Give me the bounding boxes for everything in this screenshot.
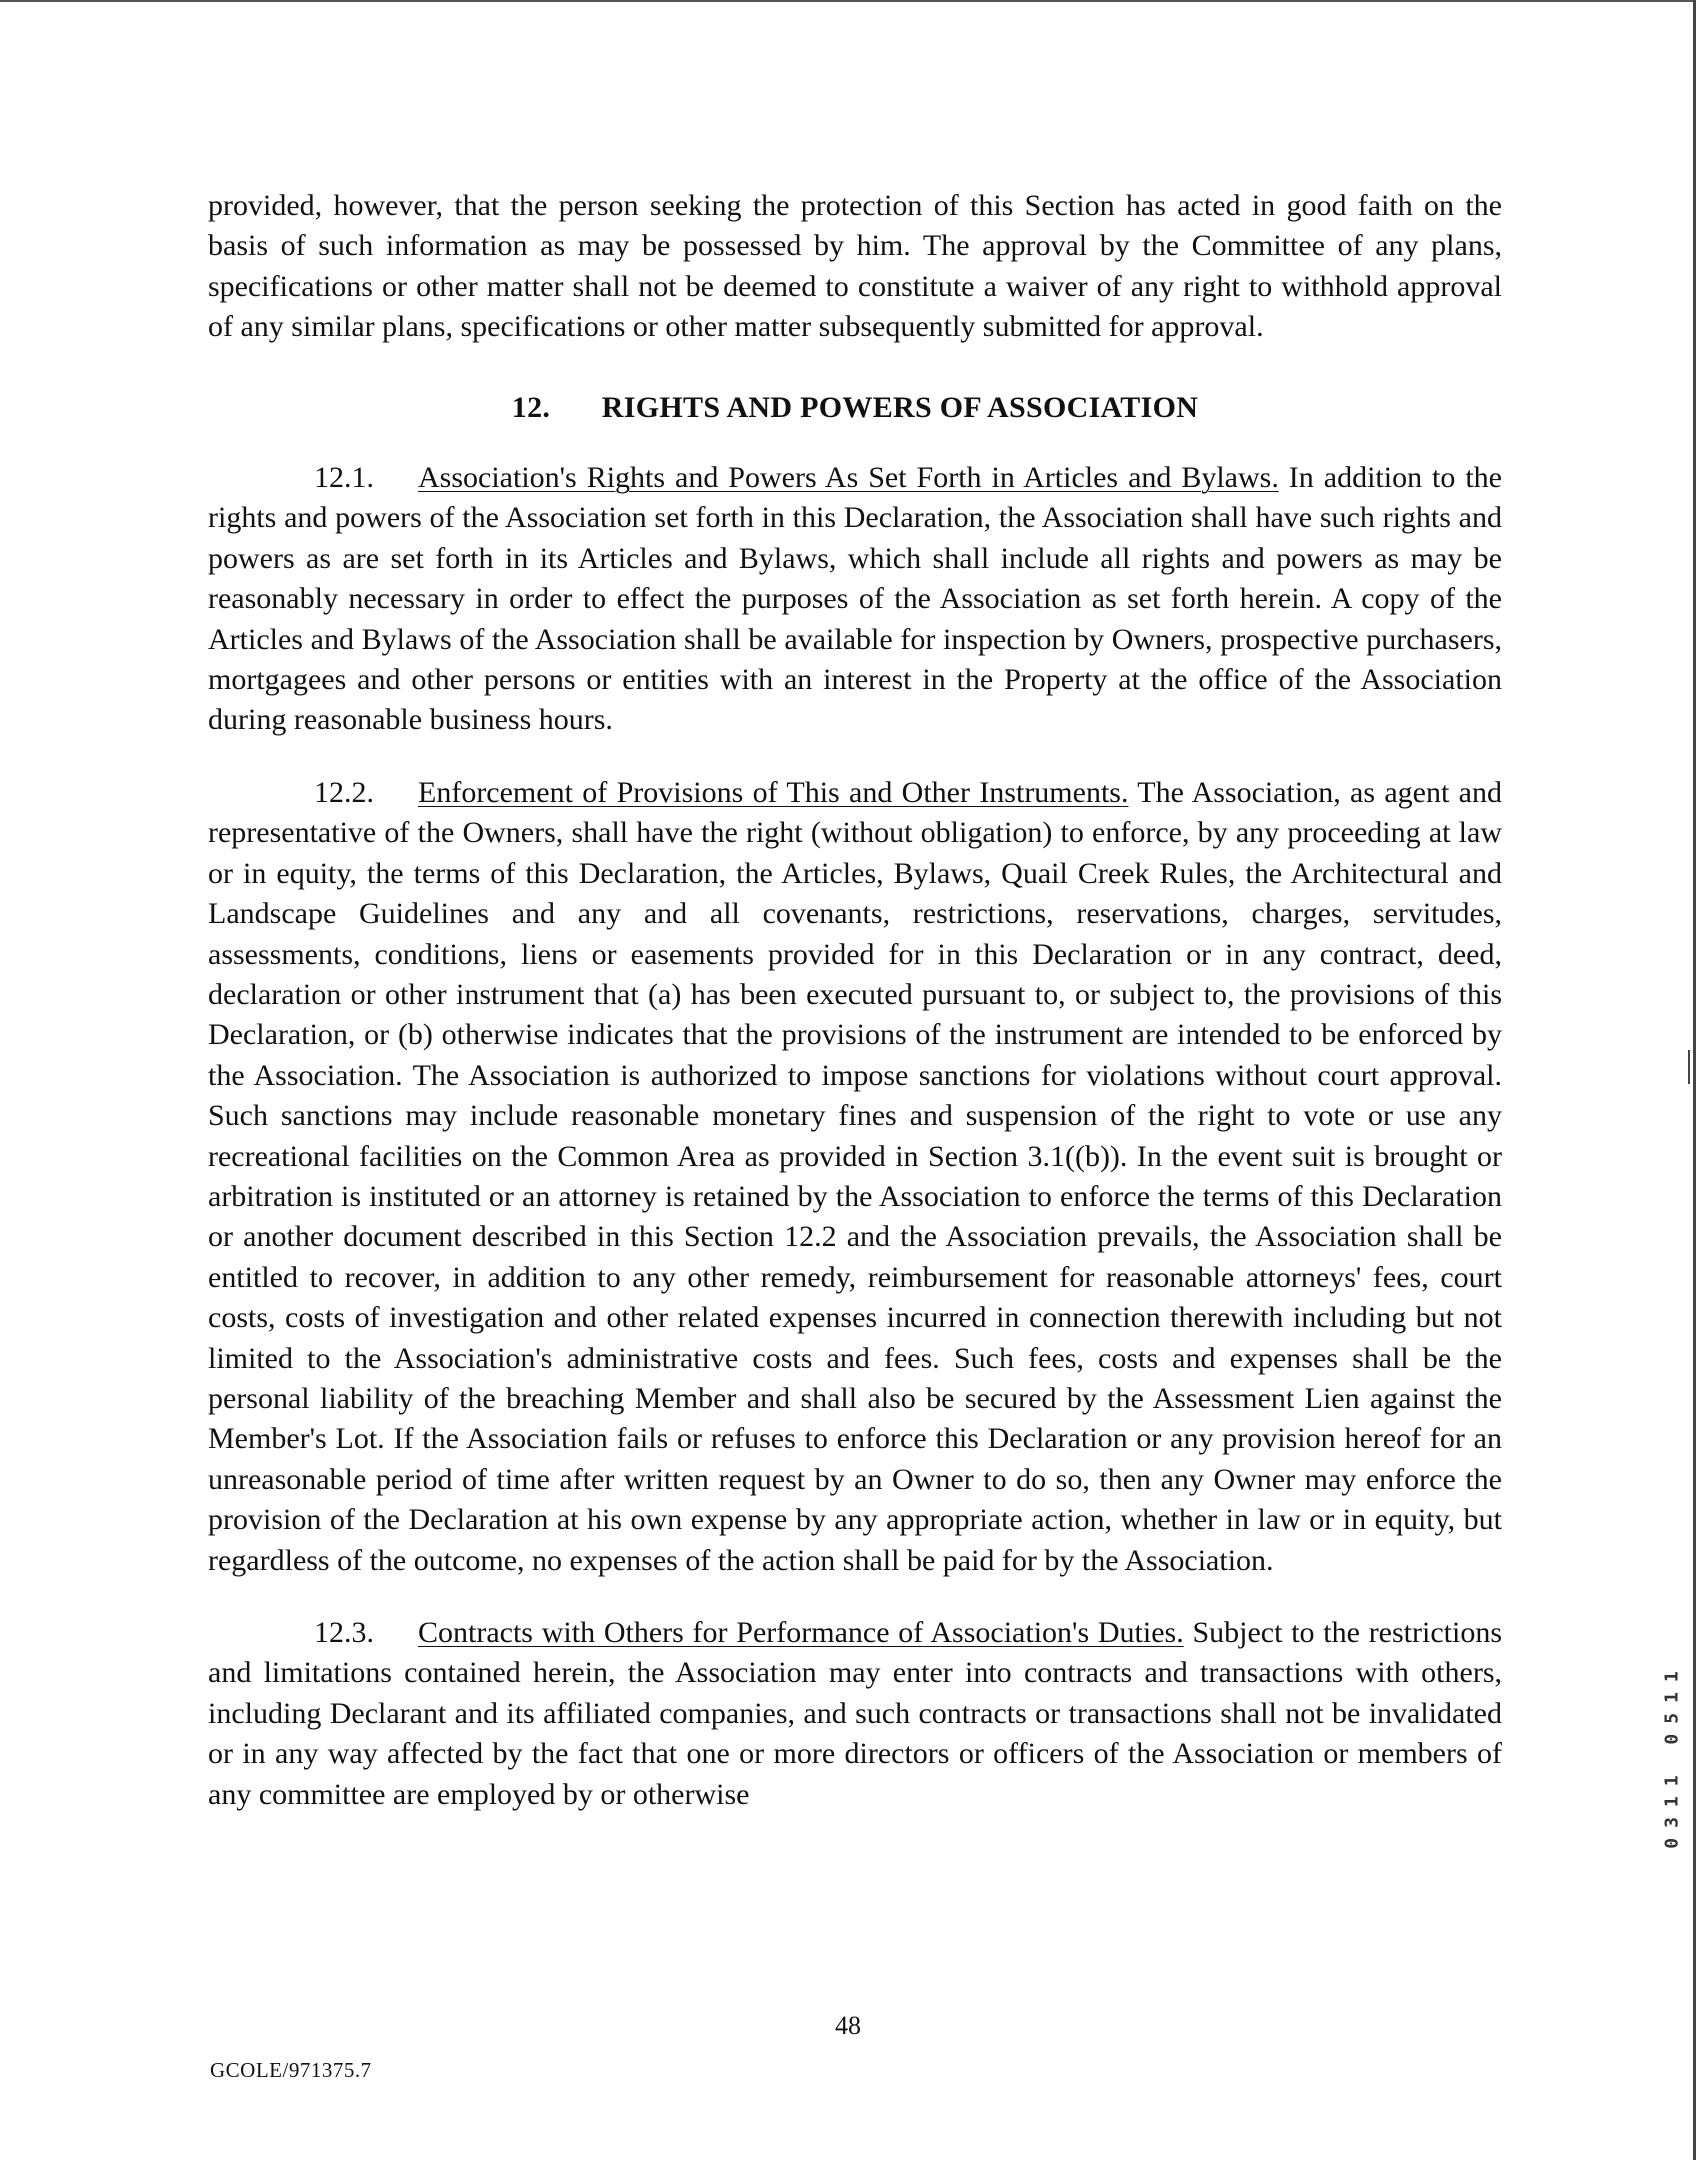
intro-paragraph: provided, however, that the person seeking the protection of this Section has acted in good faith on the basis of such information as may be possessed by him. The approval by the Committee of any plans, specifications or other matter shall not be deemed to constitute a waiver of any right to withhold approval of any similar plans, specifications or other matter subsequently submitted for approval. bbox=[208, 189, 1502, 344]
section-title: Enforcement of Provisions of This and Other Instruments. bbox=[418, 775, 1129, 809]
section-body: The Association, as agent and representative of the Owners, shall have the right (without obligation) to enforce, by any proceeding at law or in equity, the terms of this Declaration, the Articles, Bylaws, Quail Creek Rules, the Architectural and Landscape Guidelines and any and all covenants, restrictions, reservations, charges, servitudes, assessments, conditions, liens or easements provided for in this Declaration or in any contract, deed, declaration or other instrument that (a) has been executed pursuant to, or subject to, the provisions of this Declaration, or (b) otherwise indicates that the provisions of the instrument are intended to be enforced by the Association. The Association is authorized to impose sanctions for violations without court approval. Such sanctions may include reasonable monetary fines and suspension of the right to vote or use any recreational facilities on the Common Area as provided in Section 3.1((b)). In the event suit is brought or arbitration is instituted or an attorney is retained by the Association to enforce the terms of this Declaration or another document described in this Section 12.2 and the Association prevails, the Association shall be entitled to recover, in addition to any other remedy, reimbursement for reasonable attorneys' fees, court costs, costs of investigation and other related expenses incurred in connection therewith including but not limited to the Association's administrative costs and fees. Such fees, costs and expenses shall be the personal liability of the breaching Member and shall also be secured by the Assessment Lien against the Member's Lot. If the Association fails or refuses to enforce this Declaration or any provision hereof for an unreasonable period of time after written request by an Owner to do so, then any Owner may enforce the provision of the Declaration at his own expense by any appropriate action, whether in law or in equity, but regardless of the outcome, no expenses of the action shall be paid for by the Association. bbox=[208, 775, 1502, 1577]
section-body: Subject to the restrictions and limitations contained herein, the Association may enter into contracts and transactions with others, including Declarant and its affiliated companies, and such contracts or transactions shall not be invalidated or in any way affected by the fact that one or more directors or officers of the Association or members of any committee are employed by or otherwise bbox=[208, 1616, 1502, 1811]
section-number: 12.1. bbox=[314, 461, 374, 495]
section-number: 12.2. bbox=[314, 775, 374, 809]
heading-number: 12. bbox=[511, 390, 551, 424]
section-12-2 bbox=[208, 773, 1502, 1581]
body-text bbox=[208, 186, 1502, 1847]
section-12-3 bbox=[208, 1613, 1502, 1815]
scan-top-edge bbox=[0, 0, 1696, 2]
bates-stamp-text: 0311 0511 bbox=[1661, 1661, 1683, 1849]
section-heading bbox=[208, 388, 1502, 428]
section-title: Contracts with Others for Performance of Association's Duties. bbox=[418, 1616, 1184, 1649]
page-number: 48 bbox=[835, 2011, 861, 2040]
section-title: Association's Rights and Powers As Set Forth in Articles and Bylaws. bbox=[418, 461, 1279, 495]
document-id: GCOLE/971375.7 bbox=[210, 2058, 372, 2082]
margin-mark bbox=[1688, 1050, 1690, 1084]
section-12-1 bbox=[208, 458, 1502, 741]
heading-title: RIGHTS AND POWERS OF ASSOCIATION bbox=[601, 390, 1199, 424]
bates-stamp bbox=[1658, 1555, 1686, 1955]
section-body: In addition to the rights and powers of the Association set forth in this Declaration, the Association shall have such rights and powers as are set forth in its Articles and Bylaws, which shall include all rights and powers as may be reasonably necessary in order to effect the purposes of the Association as set forth herein. A copy of the Articles and Bylaws of the Association shall be available for inspection by Owners, prospective purchasers, mortgagees and other persons or entities with an interest in the Property at the office of the Association during reasonable business hours. bbox=[208, 461, 1502, 737]
section-number: 12.3. bbox=[314, 1616, 374, 1649]
